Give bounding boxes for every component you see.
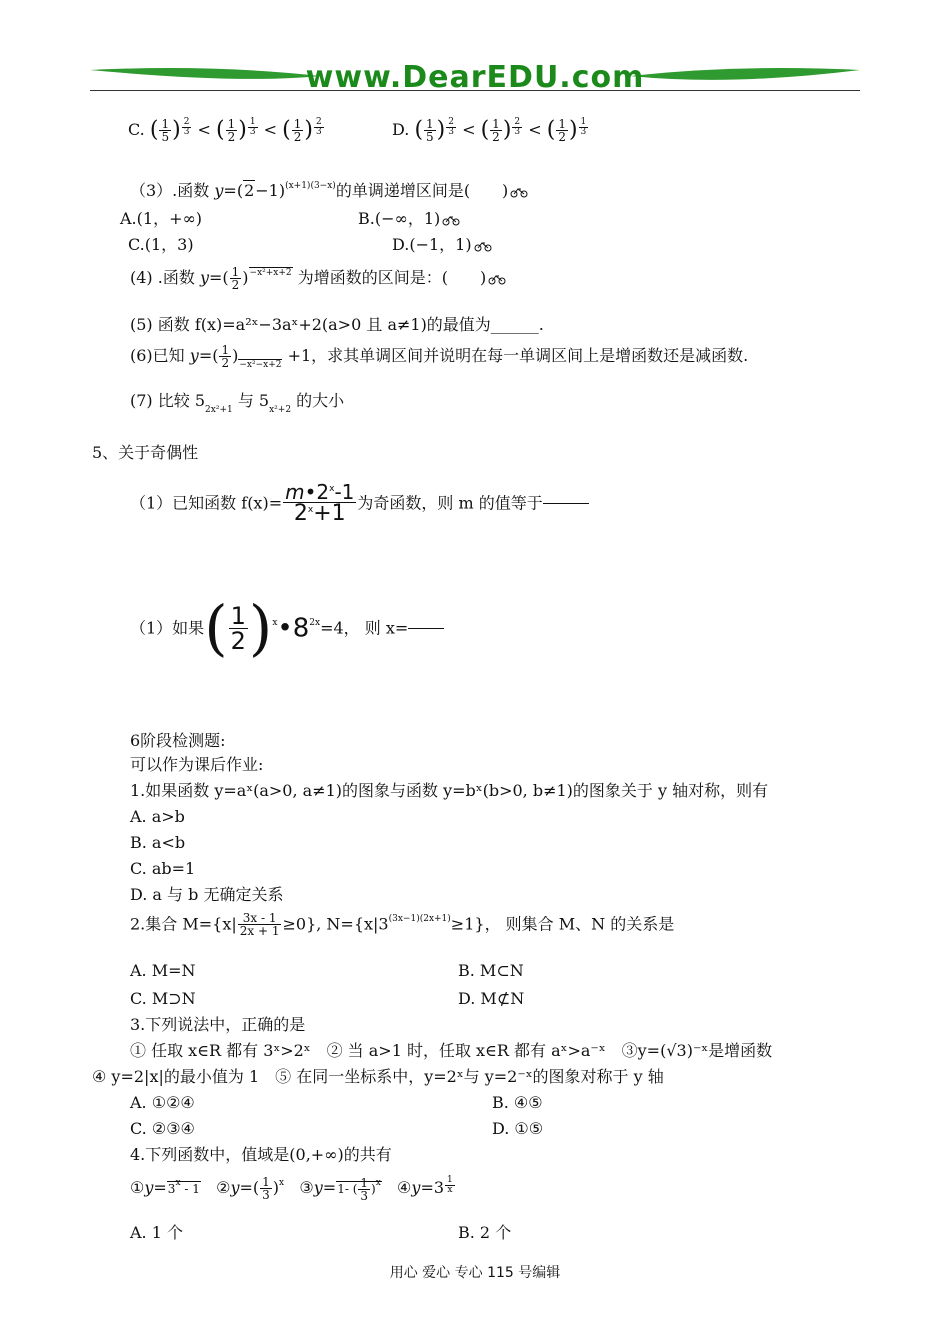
option-label: D. (392, 120, 410, 139)
s6-q3-line2: ④ y=2|x|的最小值为 1 ⑤ 在同一坐标系中，y=2ˣ与 y=2⁻ˣ的图象对称于 y 轴 (92, 1067, 664, 1086)
bicycle-icon (510, 186, 528, 198)
option-d-row: D. ( $\frac{1}{5}$ ) $\frac{2}{3}$ < ( $\frac{1}{2}$ ) $\frac{2}{3}$ < ( $\frac{1}{2}$ ) $\frac{1}{3}$ (392, 117, 587, 144)
s6-q1: 1.如果函数 y=aˣ(a>0, a≠1)的图象与函数 y=bˣ(b>0, b≠1)的图象关于 y 轴对称，则有 (130, 781, 769, 800)
option-label: C. (128, 120, 145, 139)
section-6-title: 6阶段检测题: (130, 731, 226, 750)
s6-q3-line1: ① 任取 x∈R 都有 3ˣ>2ˣ ② 当 a>1 时，任取 x∈R 都有 aˣ>a⁻ˣ ③y=(√3)⁻ˣ是增函数 (130, 1041, 773, 1060)
s5-q2: （1）如果( $\frac{1}{2}$ )$^x•8^{2x}=4$， 则 x= (130, 604, 444, 653)
s6-q3-option-c: C. ②③④ (130, 1119, 195, 1138)
section-5-title: 5、关于奇偶性 (92, 443, 199, 462)
q4-3-option-a: A.(1，+∞) (120, 209, 203, 228)
s6-q2: 2.集合 M={x| $\frac{3x - 1}{2x + 1}$ ≥0}, $N=\{x|3^{(3x-1)(2x+1)}\ge 1\}$， 则集合 M、N 的关系是 (130, 911, 675, 938)
s6-q2-option-b: B. M⊂N (458, 961, 524, 980)
bicycle-icon (474, 240, 492, 252)
section-6-subtitle: 可以作为课后作业: (130, 755, 264, 774)
q4-4: (4) .函数 y=( $\frac{1}{2}$ )$^{-x^2+x+2}$ 为增函数的区间是：( ) (130, 266, 506, 292)
q4-3-option-d: D.(−1，1) (392, 234, 492, 256)
s6-q4-choices: $①y=3^x - 1$ ②y=( $\frac{1}{3}$ )$^x$ ③y=1- ( $\frac{1}{3}$ )$^x$ ④y=3 $\frac{1}{x}$ (130, 1175, 453, 1203)
q4-3-option-b: B.(−∞，1) (358, 208, 460, 230)
page-footer: 用心 爱心 专心 115 号编辑 (389, 1265, 561, 1281)
s6-q1-option-d: D. a 与 b 无确定关系 (130, 885, 284, 904)
s6-q3-option-d: D. ①⑤ (492, 1119, 544, 1138)
s6-q1-option-a: A. a>b (130, 807, 185, 826)
q4-3: （3）.函数 $y=(2-1)^{(x+1)(3-x)}$的单调递增区间是( ) (130, 180, 528, 205)
s6-q4-option-b: B. 2 个 (458, 1223, 512, 1242)
s6-q1-option-c: C. ab=1 (130, 859, 196, 878)
s6-q2-option-a: A. M=N (130, 961, 196, 980)
q4-7: (7) 比较 $5_{2x^2+1}$ 与 $5_{x^2+2}$ 的大小 (130, 391, 345, 415)
s6-q4: 4.下列函数中，值域是(0,+∞)的共有 (130, 1145, 392, 1164)
s6-q2-option-d: D. M⊄N (458, 989, 525, 1008)
s6-q3-option-b: B. ④⑤ (492, 1093, 543, 1112)
q4-6: (6)已知 y=( $\frac{1}{2}$ )$_{-x^2-x+2} +1$，求其单调区间并说明在每一单调区间上是增函数还是减函数. (130, 343, 749, 370)
s6-q3: 3.下列说法中，正确的是 (130, 1015, 306, 1034)
s5-q1: （1）已知函数 f(x)= $\frac{m•2^x-1}{2^x+1}$ 为奇函数，则 m 的值等于 (130, 482, 589, 525)
s6-q3-option-a: A. ①②④ (130, 1093, 195, 1112)
bicycle-icon (442, 214, 460, 226)
s6-q1-option-b: B. a<b (130, 833, 186, 852)
s6-q4-option-a: A. 1 个 (130, 1223, 183, 1242)
s6-q2-option-c: C. M⊃N (130, 989, 196, 1008)
option-c-row: C. ( $\frac{1}{5}$ ) $\frac{2}{3}$ < ( $\frac{1}{2}$ ) $\frac{1}{3}$ < ( $\frac{1}{2}$ ) $\frac{2}{3}$ (128, 117, 322, 144)
site-logo: www.DearEDU.com (305, 60, 645, 95)
bicycle-icon (488, 273, 506, 285)
header-rule (90, 90, 860, 91)
q4-3-option-c: C.(1，3) (128, 235, 194, 254)
q4-5: (5) 函数 f(x)=a²ˣ−3aˣ+2(a>0 且 a≠1)的最值为______. (130, 315, 544, 334)
